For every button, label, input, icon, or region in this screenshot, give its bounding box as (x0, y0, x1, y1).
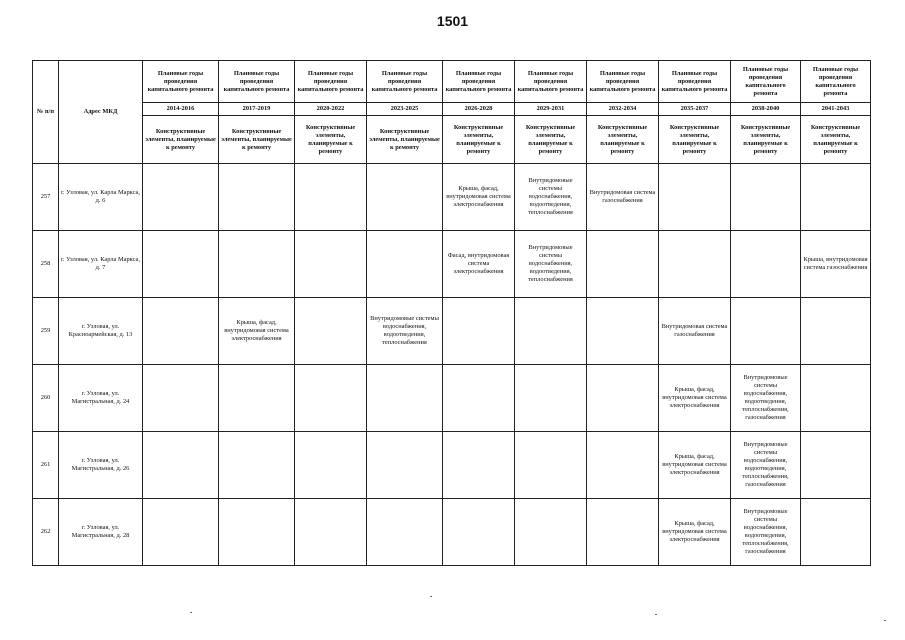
col-header-elements: Конструктивные элементы, планируемые к ремонту (443, 116, 515, 164)
table-cell (587, 365, 659, 432)
table-cell: Внутридомовые системы водоснабжения, водоотведения, теплоснабжения (515, 231, 587, 298)
row-number: 260 (33, 365, 59, 432)
scan-speck (430, 596, 432, 597)
table-cell: Внутридомовые системы водоснабжения, водоотведения, теплоснабжения, газоснабжения (731, 432, 801, 499)
col-header-elements: Конструктивные элементы, планируемые к ремонту (295, 116, 367, 164)
col-header-elements: Конструктивные элементы, планируемые к ремонту (731, 116, 801, 164)
table-cell: Крыша, фасад, внутридомовая система электроснабжения (659, 499, 731, 566)
period-2035-2037: 2035-2037 (659, 103, 731, 116)
row-address: г. Узловая, ул. Карла Маркса, д. 6 (59, 164, 143, 231)
period-2041-2043: 2041-2043 (801, 103, 871, 116)
table-cell: Фасад, внутридомовая система электроснабжения (443, 231, 515, 298)
table-cell: Внутридомовые системы водоснабжения, водоотведения, теплоснабжения (515, 164, 587, 231)
table-cell (587, 499, 659, 566)
col-header-planned-years: Плановые годы проведения капитального ремонта (367, 61, 443, 103)
table-cell (443, 499, 515, 566)
table-cell (801, 432, 871, 499)
table-cell (443, 298, 515, 365)
col-header-elements: Конструктивные элементы, планируемые к ремонту (587, 116, 659, 164)
period-2029-2031: 2029-2031 (515, 103, 587, 116)
table-cell (515, 365, 587, 432)
col-header-elements: Конструктивные элементы, планируемые к ремонту (515, 116, 587, 164)
table-cell (587, 231, 659, 298)
table-cell (219, 164, 295, 231)
repair-plan-table (32, 60, 871, 566)
table-cell (515, 432, 587, 499)
col-header-planned-years: Плановые годы проведения капитального ремонта (295, 61, 367, 103)
table-cell (143, 365, 219, 432)
table-cell (367, 499, 443, 566)
table-cell (587, 298, 659, 365)
table-cell (219, 432, 295, 499)
header-row-elements (33, 116, 871, 164)
table-cell (143, 164, 219, 231)
table-row (33, 164, 871, 231)
table-cell (731, 298, 801, 365)
period-2026-2028: 2026-2028 (443, 103, 515, 116)
table-cell (295, 164, 367, 231)
table-cell: Крыша, фасад, внутридомовая система электроснабжения (659, 365, 731, 432)
period-2038-2040: 2038-2040 (731, 103, 801, 116)
table-cell: Внутридомовые системы водоснабжения, водоотведения, теплоснабжения, газоснабжения (731, 365, 801, 432)
table-cell (367, 365, 443, 432)
row-address: г. Узловая, ул. Карла Маркса, д. 7 (59, 231, 143, 298)
col-header-address: Адрес МКД (59, 61, 143, 164)
col-header-planned-years: Плановые годы проведения капитального ремонта (143, 61, 219, 103)
table-cell: Крыша, внутридомовая система газоснабжения (801, 231, 871, 298)
period-2032-2034: 2032-2034 (587, 103, 659, 116)
table-cell (219, 365, 295, 432)
table-cell (295, 231, 367, 298)
col-header-planned-years: Плановые годы проведения капитального ремонта (801, 61, 871, 103)
col-header-planned-years: Плановые годы проведения капитального ремонта (515, 61, 587, 103)
table-cell (659, 164, 731, 231)
table-cell (295, 499, 367, 566)
table-cell (801, 298, 871, 365)
table-cell (143, 231, 219, 298)
table-cell: Внутридомовые системы водоснабжения, водоотведения, теплоснабжения, газоснабжения (731, 499, 801, 566)
header-row-periods (33, 103, 871, 116)
row-address: г. Узловая, ул. Магистральная, д. 24 (59, 365, 143, 432)
table-cell (295, 432, 367, 499)
col-header-elements: Конструктивные элементы, планируемые к ремонту (367, 116, 443, 164)
table-cell (587, 432, 659, 499)
table-cell (515, 298, 587, 365)
table-cell: Крыша, фасад, внутридомовая система электроснабжения (443, 164, 515, 231)
header-row-years (33, 61, 871, 103)
col-header-planned-years: Плановые годы проведения капитального ремонта (587, 61, 659, 103)
table-cell (443, 365, 515, 432)
table-cell (367, 164, 443, 231)
table-row (33, 365, 871, 432)
table-cell (801, 365, 871, 432)
table-cell (659, 231, 731, 298)
row-number: 262 (33, 499, 59, 566)
table-cell (295, 298, 367, 365)
scan-speck (190, 612, 192, 613)
row-address: г. Узловая, ул. Магистральная, д. 28 (59, 499, 143, 566)
table-cell (219, 499, 295, 566)
row-address: г. Узловая, ул. Магистральная, д. 26 (59, 432, 143, 499)
period-2023-2025: 2023-2025 (367, 103, 443, 116)
table-cell (731, 231, 801, 298)
col-header-elements: Конструктивные элементы, планируемые к ремонту (659, 116, 731, 164)
table-row (33, 231, 871, 298)
col-header-planned-years: Плановые годы проведения капитального ремонта (443, 61, 515, 103)
table-cell (143, 298, 219, 365)
table-cell: Внутридомовая система газоснабжения (587, 164, 659, 231)
table-cell: Крыша, фасад, внутридомовая система электроснабжения (219, 298, 295, 365)
table-cell (295, 365, 367, 432)
col-header-num: № п/п (33, 61, 59, 164)
table-cell (367, 432, 443, 499)
scan-speck (884, 620, 886, 621)
table-cell (801, 499, 871, 566)
col-header-planned-years: Плановые годы проведения капитального ремонта (219, 61, 295, 103)
table-cell (801, 164, 871, 231)
table-row (33, 499, 871, 566)
table-cell: Внутридомовые системы водоснабжения, водоотведения, теплоснабжения (367, 298, 443, 365)
col-header-planned-years: Плановые годы проведения капитального ремонта (731, 61, 801, 103)
scan-speck (655, 614, 657, 615)
col-header-elements: Конструктивные элементы, планируемые к ремонту (219, 116, 295, 164)
period-2017-2019: 2017-2019 (219, 103, 295, 116)
table-cell (219, 231, 295, 298)
page-number: 1501 (436, 13, 469, 29)
table-row (33, 432, 871, 499)
table-cell (143, 432, 219, 499)
table-cell (443, 432, 515, 499)
table-cell (731, 164, 801, 231)
col-header-elements: Конструктивные элементы, планируемые к ремонту (801, 116, 871, 164)
table-cell (515, 499, 587, 566)
table-cell (367, 231, 443, 298)
table-cell (143, 499, 219, 566)
table-cell: Крыша, фасад, внутридомовая система электроснабжения (659, 432, 731, 499)
period-2014-2016: 2014-2016 (143, 103, 219, 116)
table-cell: Внутридомовая система газоснабжения (659, 298, 731, 365)
col-header-elements: Конструктивные элементы, планируемые к ремонту (143, 116, 219, 164)
table-row (33, 298, 871, 365)
row-number: 261 (33, 432, 59, 499)
row-number: 258 (33, 231, 59, 298)
row-number: 259 (33, 298, 59, 365)
row-number: 257 (33, 164, 59, 231)
col-header-planned-years: Плановые годы проведения капитального ремонта (659, 61, 731, 103)
row-address: г. Узловая, ул. Красноармейская, д. 13 (59, 298, 143, 365)
period-2020-2022: 2020-2022 (295, 103, 367, 116)
